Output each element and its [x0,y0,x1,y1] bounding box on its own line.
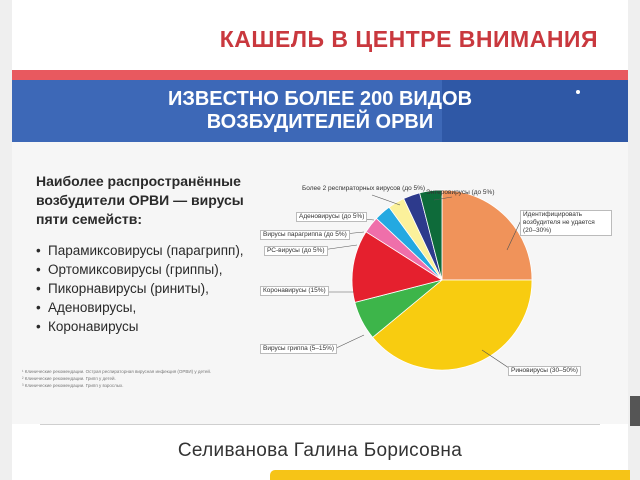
footnote: ³ Клинические рекомендации. Грипп у взрослых. [22,383,124,388]
accent-strip [12,70,628,80]
list-item: • Парамиксовирусы (парагрипп), [36,243,244,258]
top-banner [12,0,628,70]
lead-text: Наиболее распространённые возбудители ОРВИ — вирусы пяти семейств: [36,173,244,227]
family-label: Ортомиксовирусы (гриппы), [48,262,223,277]
list-item: • Пикорнавирусы (риниты), [36,281,209,296]
family-label: Пикорнавирусы (риниты), [48,281,209,296]
pie-slice-0 [442,190,532,280]
list-item: • Аденовирусы, [36,300,137,315]
list-item: • Коронавирусы [36,319,139,334]
video-corner-overlay [630,396,640,426]
label-adenoviruses: Аденовирусы (до 5%) [296,212,367,222]
banner-title: КАШЕЛЬ В ЦЕНТРЕ ВНИМАНИЯ [219,26,598,52]
label-more-than-2-viruses: Более 2 респираторных вирусов (до 5%) [302,185,426,192]
family-label: Коронавирусы [48,319,139,334]
label-unidentified: Идентифицировать возбудителя не удается (20–30%) [520,210,612,236]
footnote: ¹ Клинические рекомендации. Острая респираторная вирусная инфекция (ОРВИ) у детей. [22,369,212,374]
label-enteroviruses: Энтеровирусы (до 5%) [426,189,495,196]
presenter-name: Селиванова Галина Борисовна [177,440,463,461]
label-rhinoviruses: Риновирусы (30–50%) [508,366,581,376]
label-coronaviruses: Коронавирусы (15%) [260,286,329,296]
label-influenza: Вирусы гриппа (5–15%) [260,344,337,354]
left-frame-edge [0,0,12,480]
label-rs-viruses: РС-вирусы (до 5%) [264,246,328,256]
slide-title-line-1: ИЗВЕСТНО БОЛЕЕ 200 ВИДОВ [167,88,473,110]
divider [40,424,600,425]
label-parainfluenza: Вирусы парагриппа (до 5%) [260,230,350,240]
slide-title-line-2: ВОЗБУДИТЕЛЕЙ ОРВИ [206,111,434,133]
footnote: ² Клинические рекомендации. Грипп у детей. [22,376,116,381]
presenter-accent-bar [270,470,630,480]
family-label: Аденовирусы, [48,300,137,315]
slide [12,80,628,424]
family-label: Парамиксовирусы (парагрипп), [48,243,244,258]
list-item: • Ортомиксовирусы (гриппы), [36,262,223,277]
leader-line-7 [372,195,400,205]
